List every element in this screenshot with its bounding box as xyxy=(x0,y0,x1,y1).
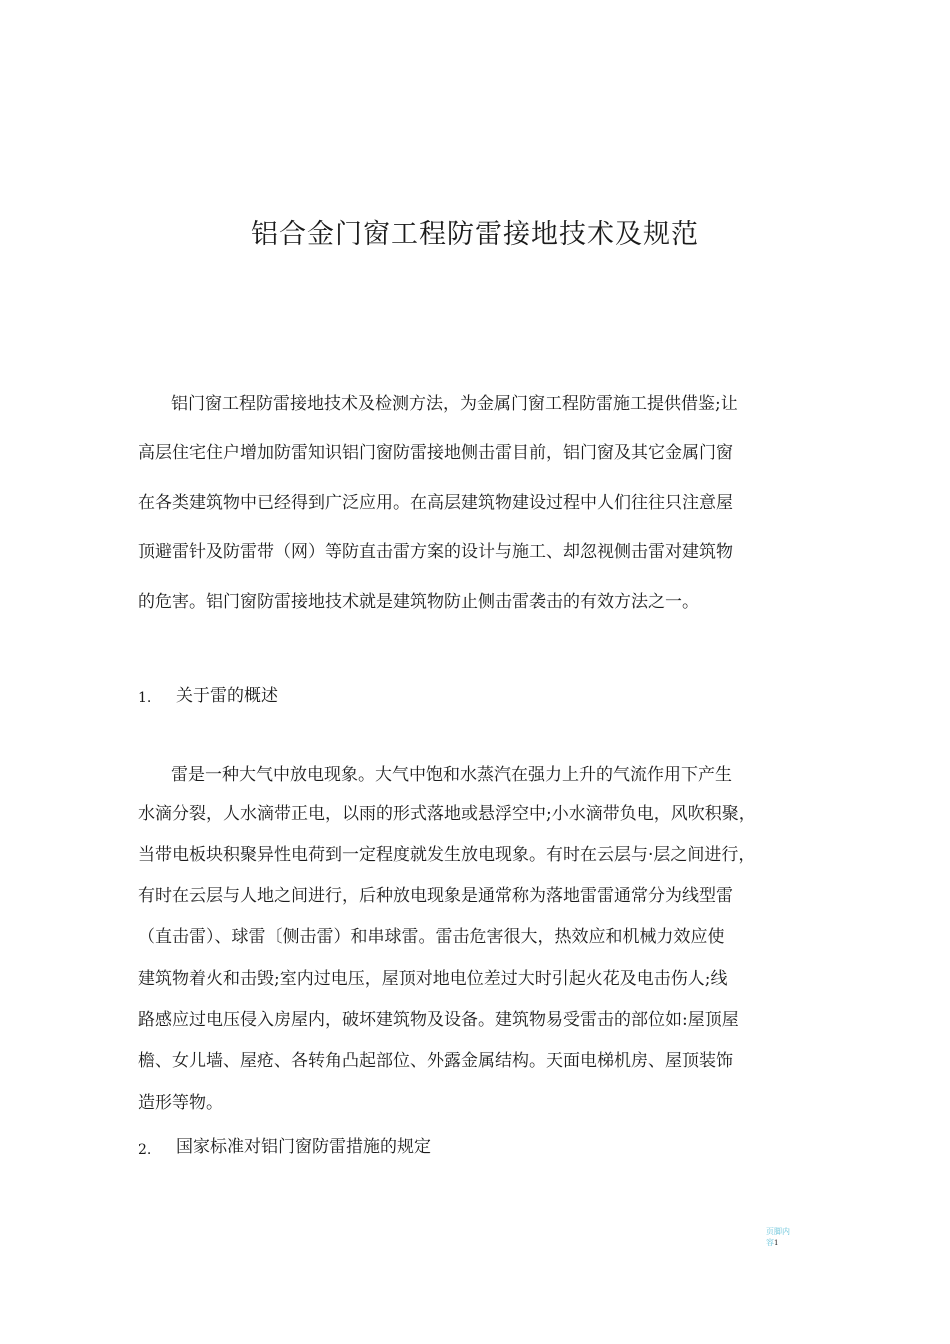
section-line: 路感应过电压侵入房屋内，破坏建筑物及设备。建筑物易受雷击的部位如:屋顶屋 xyxy=(138,1010,739,1030)
intro-line: 顶避雷针及防雷带（网）等防直击雷方案的设计与施工、却忽视侧击雷对建筑物 xyxy=(138,542,733,562)
section-number: 2. xyxy=(138,1142,152,1158)
section-line: 造形等物。 xyxy=(138,1093,223,1113)
intro-line: 高层住宅住户增加防雷知识铝门窗防雷接地侧击雷目前，铝门窗及其它金属门窗 xyxy=(138,443,733,463)
document-title: 铝合金门窗工程防雷接地技术及规范 xyxy=(251,219,699,250)
intro-line: 在各类建筑物中已经得到广泛应用。在高层建筑物建设过程中人们往往只注意屋 xyxy=(138,493,733,513)
section-heading-text: 关于雷的概述 xyxy=(176,686,278,706)
section-line: 檐、女儿墙、屋疮、各转角凸起部位、外露金属结构。天面电梯机房、屋顶装饰 xyxy=(138,1051,733,1071)
section-number: 1. xyxy=(138,690,152,706)
page-number: 1 xyxy=(774,1239,779,1247)
footer-text-2: 容 xyxy=(766,1238,774,1247)
section-line: 建筑物着火和击毁;室内过电压，屋顶对地电位差过大时引起火花及电击伤人;线 xyxy=(138,969,728,989)
intro-line: 铝门窗工程防雷接地技术及检测方法，为金属门窗工程防雷施工提供借鉴;让 xyxy=(171,394,738,414)
section-line: （直击雷）、球雷〔侧击雷）和串球雷。雷击危害很大，热效应和机械力效应使 xyxy=(138,927,725,947)
section-line: 水滴分裂，人水滴带正电，以雨的形式落地或悬浮空中;小水滴带负电，风吹积聚， xyxy=(138,804,756,824)
intro-line: 的危害。铝门窗防雷接地技术就是建筑物防止侧击雷袭击的有效方法之一。 xyxy=(138,592,699,612)
section-line: 当带电板块积聚异性电荷到一定程度就发生放电现象。有时在云层与·层之间进行， xyxy=(138,845,756,865)
section-line: 雷是一种大气中放电现象。大气中饱和水蒸汽在强力上升的气流作用下产生 xyxy=(171,765,732,785)
section-line: 有时在云层与人地之间进行，后种放电现象是通常称为落地雷雷通常分为线型雷 xyxy=(138,886,733,906)
section-heading-text: 国家标准对铝门窗防雷措施的规定 xyxy=(176,1137,431,1157)
page-footer xyxy=(766,1226,826,1249)
footer-text: 页脚内 xyxy=(766,1227,790,1236)
